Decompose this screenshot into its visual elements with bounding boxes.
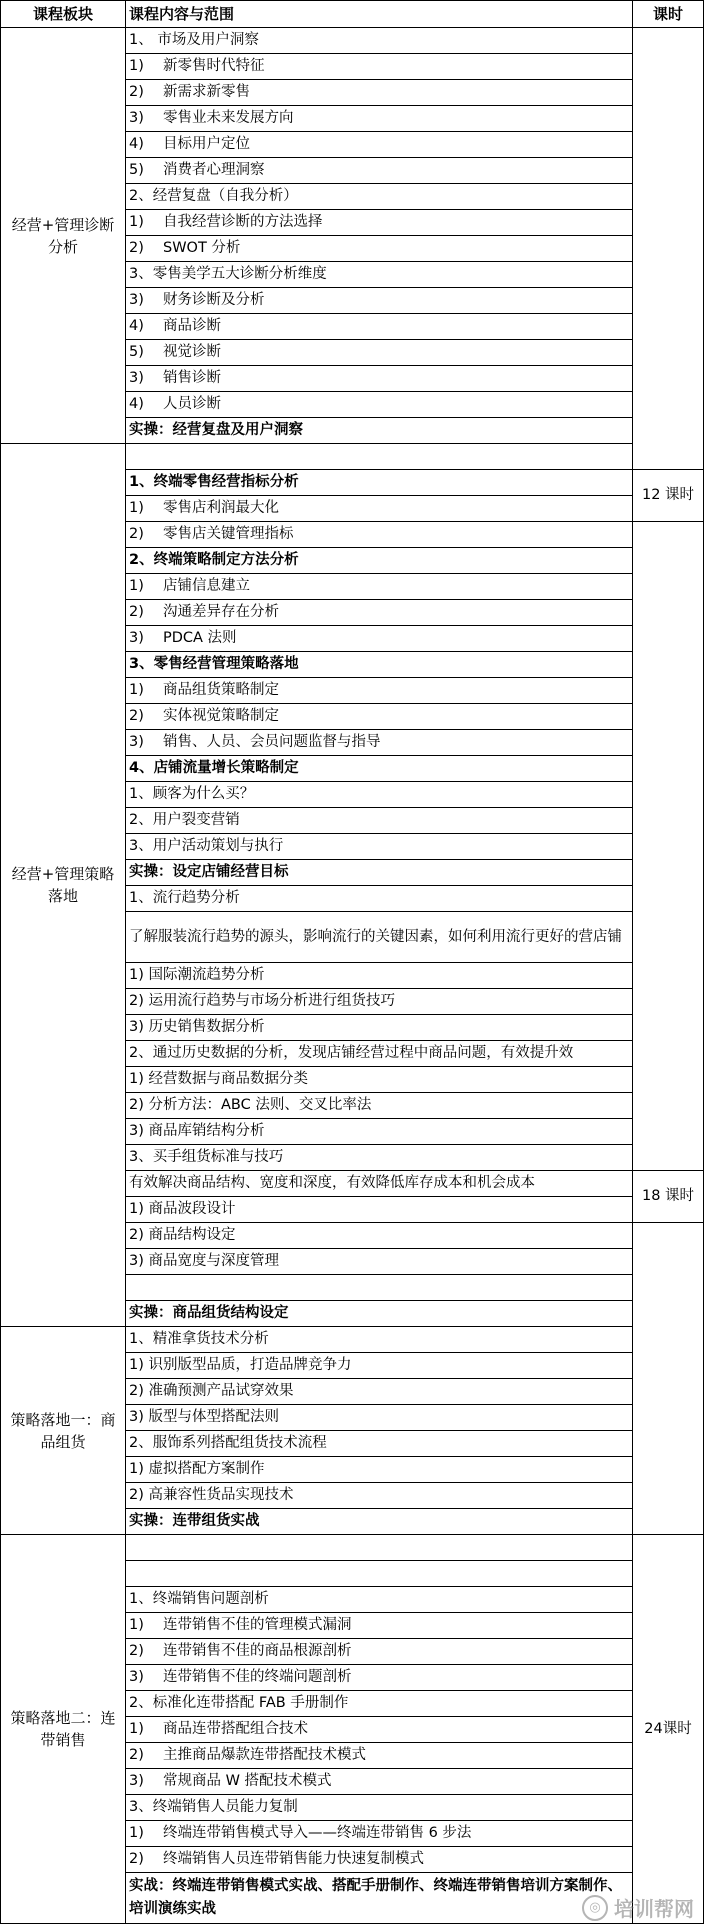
content-cell: 1) 零售店利润最大化 xyxy=(126,496,633,522)
content-cell: 1、 市场及用户洞察 xyxy=(126,28,633,54)
hours-empty-cell xyxy=(633,28,704,470)
watermark: ◎ 培训帮网 xyxy=(582,1893,694,1922)
content-cell: 4) 商品诊断 xyxy=(126,314,633,340)
content-cell: 3) 连带销售不佳的终端问题剖析 xyxy=(126,1665,633,1691)
content-cell: 实操：商品组货结构设定 xyxy=(126,1301,633,1327)
content-cell: 2、用户裂变营销 xyxy=(126,808,633,834)
content-cell: 3、用户活动策划与执行 xyxy=(126,834,633,860)
content-cell: 3、零售美学五大诊断分析维度 xyxy=(126,262,633,288)
content-cell: 1) 连带销售不佳的管理模式漏洞 xyxy=(126,1613,633,1639)
module-title: 策略落地一：商品组货 xyxy=(1,1327,126,1535)
content-cell: 1) 虚拟搭配方案制作 xyxy=(126,1457,633,1483)
module-title: 经营+管理策略落地 xyxy=(1,444,126,1327)
content-cell: 2、经营复盘（自我分析） xyxy=(126,184,633,210)
content-cell: 2) 零售店关键管理指标 xyxy=(126,522,633,548)
table-row xyxy=(1,28,704,54)
content-cell: 1、精准拿货技术分析 xyxy=(126,1327,633,1353)
content-cell: 3、零售经营管理策略落地 xyxy=(126,652,633,678)
empty-cell xyxy=(126,1275,633,1301)
content-cell: 2) 沟通差异存在分析 xyxy=(126,600,633,626)
content-cell: 1) 国际潮流趋势分析 xyxy=(126,963,633,989)
content-cell: 1) 识别版型品质，打造品牌竞争力 xyxy=(126,1353,633,1379)
content-cell: 2) 分析方法：ABC 法则、交叉比率法 xyxy=(126,1093,633,1119)
content-cell: 4) 目标用户定位 xyxy=(126,132,633,158)
content-cell: 2) 实体视觉策略制定 xyxy=(126,704,633,730)
content-cell: 2) 终端销售人员连带销售能力快速复制模式 xyxy=(126,1847,633,1873)
content-cell: 1) 商品连带搭配组合技术 xyxy=(126,1717,633,1743)
content-cell: 实操：连带组货实战 xyxy=(126,1509,633,1535)
content-cell: 3) 商品宽度与深度管理 xyxy=(126,1249,633,1275)
hours-cell: 18 课时 xyxy=(633,1171,704,1223)
hours-empty-cell xyxy=(633,1223,704,1535)
header-row xyxy=(1,1,704,28)
content-cell: 1) 经营数据与商品数据分类 xyxy=(126,1067,633,1093)
content-cell: 2、终端策略制定方法分析 xyxy=(126,548,633,574)
header-content: 课程内容与范围 xyxy=(126,1,633,28)
content-cell: 1) 自我经营诊断的方法选择 xyxy=(126,210,633,236)
content-cell: 了解服装流行趋势的源头，影响流行的关键因素，如何利用流行更好的营店铺 xyxy=(126,912,633,963)
content-cell: 2) 主推商品爆款连带搭配技术模式 xyxy=(126,1743,633,1769)
hours-cell: 12 课时 xyxy=(633,470,704,522)
content-cell: 1) 商品组货策略制定 xyxy=(126,678,633,704)
content-cell: 1) 新零售时代特征 xyxy=(126,54,633,80)
content-cell: 2) 商品结构设定 xyxy=(126,1223,633,1249)
content-cell: 3) 常规商品 W 搭配技术模式 xyxy=(126,1769,633,1795)
content-cell: 3) PDCA 法则 xyxy=(126,626,633,652)
content-cell: 3) 零售业未来发展方向 xyxy=(126,106,633,132)
content-cell: 1) 商品波段设计 xyxy=(126,1197,633,1223)
content-cell: 3) 财务诊断及分析 xyxy=(126,288,633,314)
empty-cell xyxy=(126,1535,633,1561)
table-row xyxy=(1,1535,704,1561)
table-row xyxy=(1,1327,704,1353)
module-title: 经营+管理诊断分析 xyxy=(1,28,126,444)
content-cell: 3、终端销售人员能力复制 xyxy=(126,1795,633,1821)
content-cell: 2) 高兼容性货品实现技术 xyxy=(126,1483,633,1509)
hours-empty-cell xyxy=(633,522,704,1171)
content-cell: 2) SWOT 分析 xyxy=(126,236,633,262)
content-cell: 有效解决商品结构、宽度和深度，有效降低库存成本和机会成本 xyxy=(126,1171,633,1197)
content-cell: 2) 新需求新零售 xyxy=(126,80,633,106)
content-cell: 4、店铺流量增长策略制定 xyxy=(126,756,633,782)
content-cell: 3) 销售、人员、会员问题监督与指导 xyxy=(126,730,633,756)
content-cell: 2) 准确预测产品试穿效果 xyxy=(126,1379,633,1405)
header-hours: 课时 xyxy=(633,1,704,28)
content-cell: 3) 商品库销结构分析 xyxy=(126,1119,633,1145)
content-cell: 3) 历史销售数据分析 xyxy=(126,1015,633,1041)
content-cell: 实战：终端连带销售模式实战、搭配手册制作、终端连带销售培训方案制作、培训演练实战 xyxy=(126,1873,633,1924)
content-cell: 1、顾客为什么买？ xyxy=(126,782,633,808)
content-cell: 4) 人员诊断 xyxy=(126,392,633,418)
content-cell: 2、通过历史数据的分析，发现店铺经营过程中商品问题，有效提升效 xyxy=(126,1041,633,1067)
content-cell: 3、买手组货标准与技巧 xyxy=(126,1145,633,1171)
content-cell: 1、终端销售问题剖析 xyxy=(126,1587,633,1613)
logo-icon: ◎ xyxy=(582,1895,608,1921)
content-cell: 2) 运用流行趋势与市场分析进行组货技巧 xyxy=(126,989,633,1015)
content-cell: 2、标准化连带搭配 FAB 手册制作 xyxy=(126,1691,633,1717)
empty-cell xyxy=(126,444,633,470)
content-cell: 2、服饰系列搭配组货技术流程 xyxy=(126,1431,633,1457)
content-cell: 1) 终端连带销售模式导入——终端连带销售 6 步法 xyxy=(126,1821,633,1847)
content-cell: 5) 视觉诊断 xyxy=(126,340,633,366)
content-cell: 1) 店铺信息建立 xyxy=(126,574,633,600)
content-cell: 5) 消费者心理洞察 xyxy=(126,158,633,184)
header-module: 课程板块 xyxy=(1,1,126,28)
hours-cell: 24课时 xyxy=(633,1535,704,1924)
content-cell: 实操：设定店铺经营目标 xyxy=(126,860,633,886)
content-cell: 3) 销售诊断 xyxy=(126,366,633,392)
module-title: 策略落地二：连带销售 xyxy=(1,1535,126,1924)
table-row xyxy=(1,444,704,470)
empty-cell xyxy=(126,1561,633,1587)
content-cell: 实操：经营复盘及用户洞察 xyxy=(126,418,633,444)
content-cell: 2) 连带销售不佳的商品根源剖析 xyxy=(126,1639,633,1665)
content-cell: 1、终端零售经营指标分析 xyxy=(126,470,633,496)
content-cell: 3) 版型与体型搭配法则 xyxy=(126,1405,633,1431)
content-cell: 1、流行趋势分析 xyxy=(126,886,633,912)
